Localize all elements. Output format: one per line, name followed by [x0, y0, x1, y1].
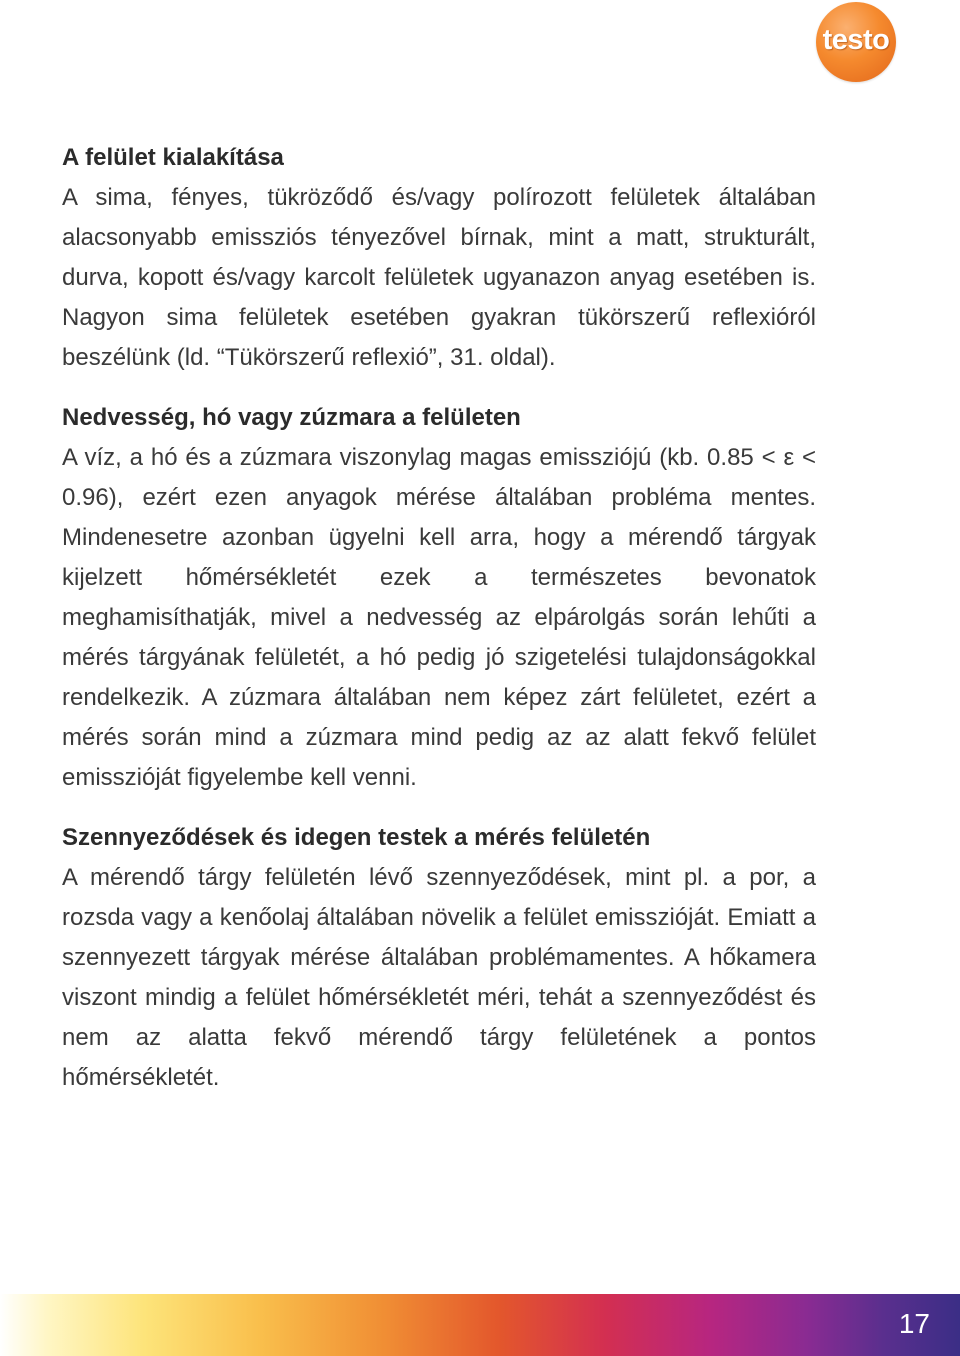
page-content: [62, 138, 816, 1098]
section-heading: A felület kialakítása: [62, 144, 284, 171]
testo-logo: [816, 2, 896, 82]
section-body: A víz, a hó és a zúzmara viszonylag magas emissziójú (kb. 0.85 < ε < 0.96), ezért ezen anyagok mérése általában probléma mentes. Mindenesetre azonban ügyelni kell arra, hogy a mérendő tárgyak kijelzett hőmérsékletét ezek a természetes bevonatok meghamisíthatják, mivel a nedvesség az elpárolgás során lehűti a mérés tárgyának felületét, a hó pedig jó szigetelési tulajdonságokkal rendelkezik. A zúzmara általában nem képez zárt felületet, ezért a mérés során mind a zúzmara mind pedig az az alatt fekvő felület emisszióját figyelembe kell venni.: [62, 444, 816, 791]
section-contamination: [62, 818, 816, 1098]
section-heading: Szennyeződések és idegen testek a mérés felületén: [62, 824, 651, 851]
section-heading: Nedvesség, hó vagy zúzmara a felületen: [62, 404, 521, 431]
section-gap: [62, 378, 816, 398]
section-body: A mérendő tárgy felületén lévő szennyeződések, mint pl. a por, a rozsda vagy a kenőolaj általában növelik a felület emisszióját. Emiatt a szennyezett tárgyak mérése általában problémamentes. A hőkamera viszont mindig a felület hőmérsékletét méri, tehát a szennyeződést és nem az alatta fekvő mérendő tárgy felületének a pontos hőmérsékletét.: [62, 864, 816, 1091]
page-number: 17: [898, 1308, 930, 1339]
section-surface: [62, 138, 816, 378]
section-gap: [62, 798, 816, 818]
section-body: A sima, fényes, tükröződő és/vagy polírozott felületek általában alacsonyabb emissziós tényezővel bírnak, mint a matt, strukturált, durva, kopott és/vagy karcolt felületek ugyanazon anyag esetében is. Nagyon sima felületek esetében gyakran tükörszerű reflexióról beszélünk (ld. “Tükörszerű reflexió”, 31. oldal).: [62, 184, 816, 371]
logo-text: testo: [822, 24, 890, 56]
section-moisture: [62, 398, 816, 798]
footer-gradient-bar: [0, 1294, 960, 1356]
